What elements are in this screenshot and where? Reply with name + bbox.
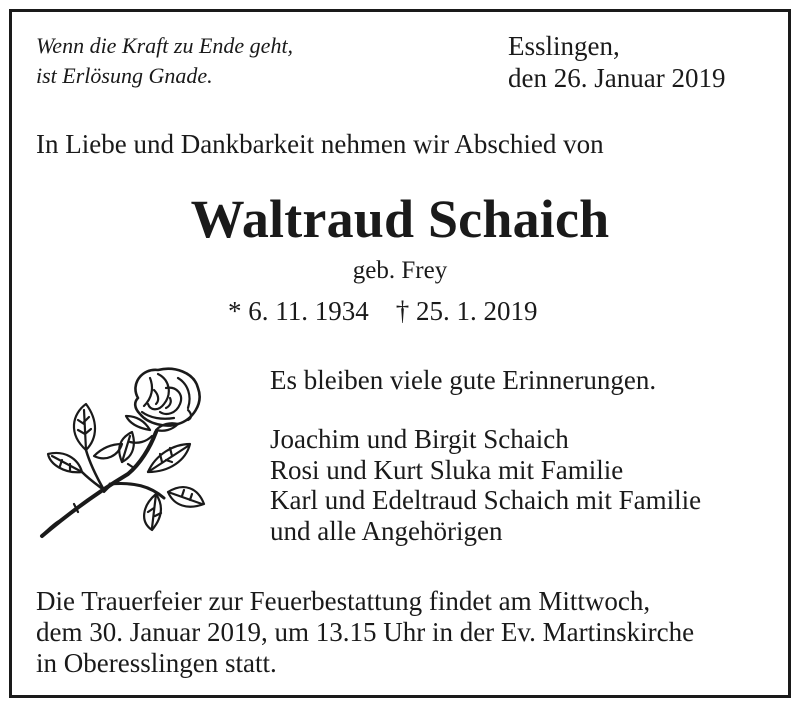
service-notice xyxy=(36,586,694,679)
mourner-entry: Karl und Edeltraud Schaich mit Familie xyxy=(270,485,702,515)
motto-line: ist Erlösung Gnade. xyxy=(36,63,213,88)
mourners-list xyxy=(270,424,701,546)
intro-text: In Liebe und Dankbarkeit nehmen wir Abschied von xyxy=(36,129,604,159)
service-line: dem 30. Januar 2019, um 13.15 Uhr in der Ev. Martinskirche xyxy=(36,617,695,647)
service-line: in Oberesslingen statt. xyxy=(36,648,277,678)
mourner-entry: und alle Angehörigen xyxy=(270,515,503,546)
birth-date: * 6. 11. 1934 xyxy=(228,296,369,326)
rose-icon xyxy=(38,364,208,542)
memories-text: Es bleiben viele gute Erinnerungen. xyxy=(270,365,657,395)
motto-line: Wenn die Kraft zu Ende geht, xyxy=(36,33,294,58)
mourner-entry: Joachim und Birgit Schaich xyxy=(270,424,569,454)
death-date: † 25. 1. 2019 xyxy=(395,296,538,326)
life-dates xyxy=(228,295,538,327)
service-line: Die Trauerfeier zur Feuerbestattung findet am Mittwoch, xyxy=(36,586,651,616)
motto xyxy=(36,31,293,91)
place-date xyxy=(508,30,725,94)
place: Esslingen, xyxy=(508,31,620,61)
maiden-name: geb. Frey xyxy=(352,257,448,284)
deceased-name: Waltraud Schaich xyxy=(190,189,610,249)
date: den 26. Januar 2019 xyxy=(508,63,726,93)
mourner-entry: Rosi und Kurt Sluka mit Familie xyxy=(270,454,624,485)
